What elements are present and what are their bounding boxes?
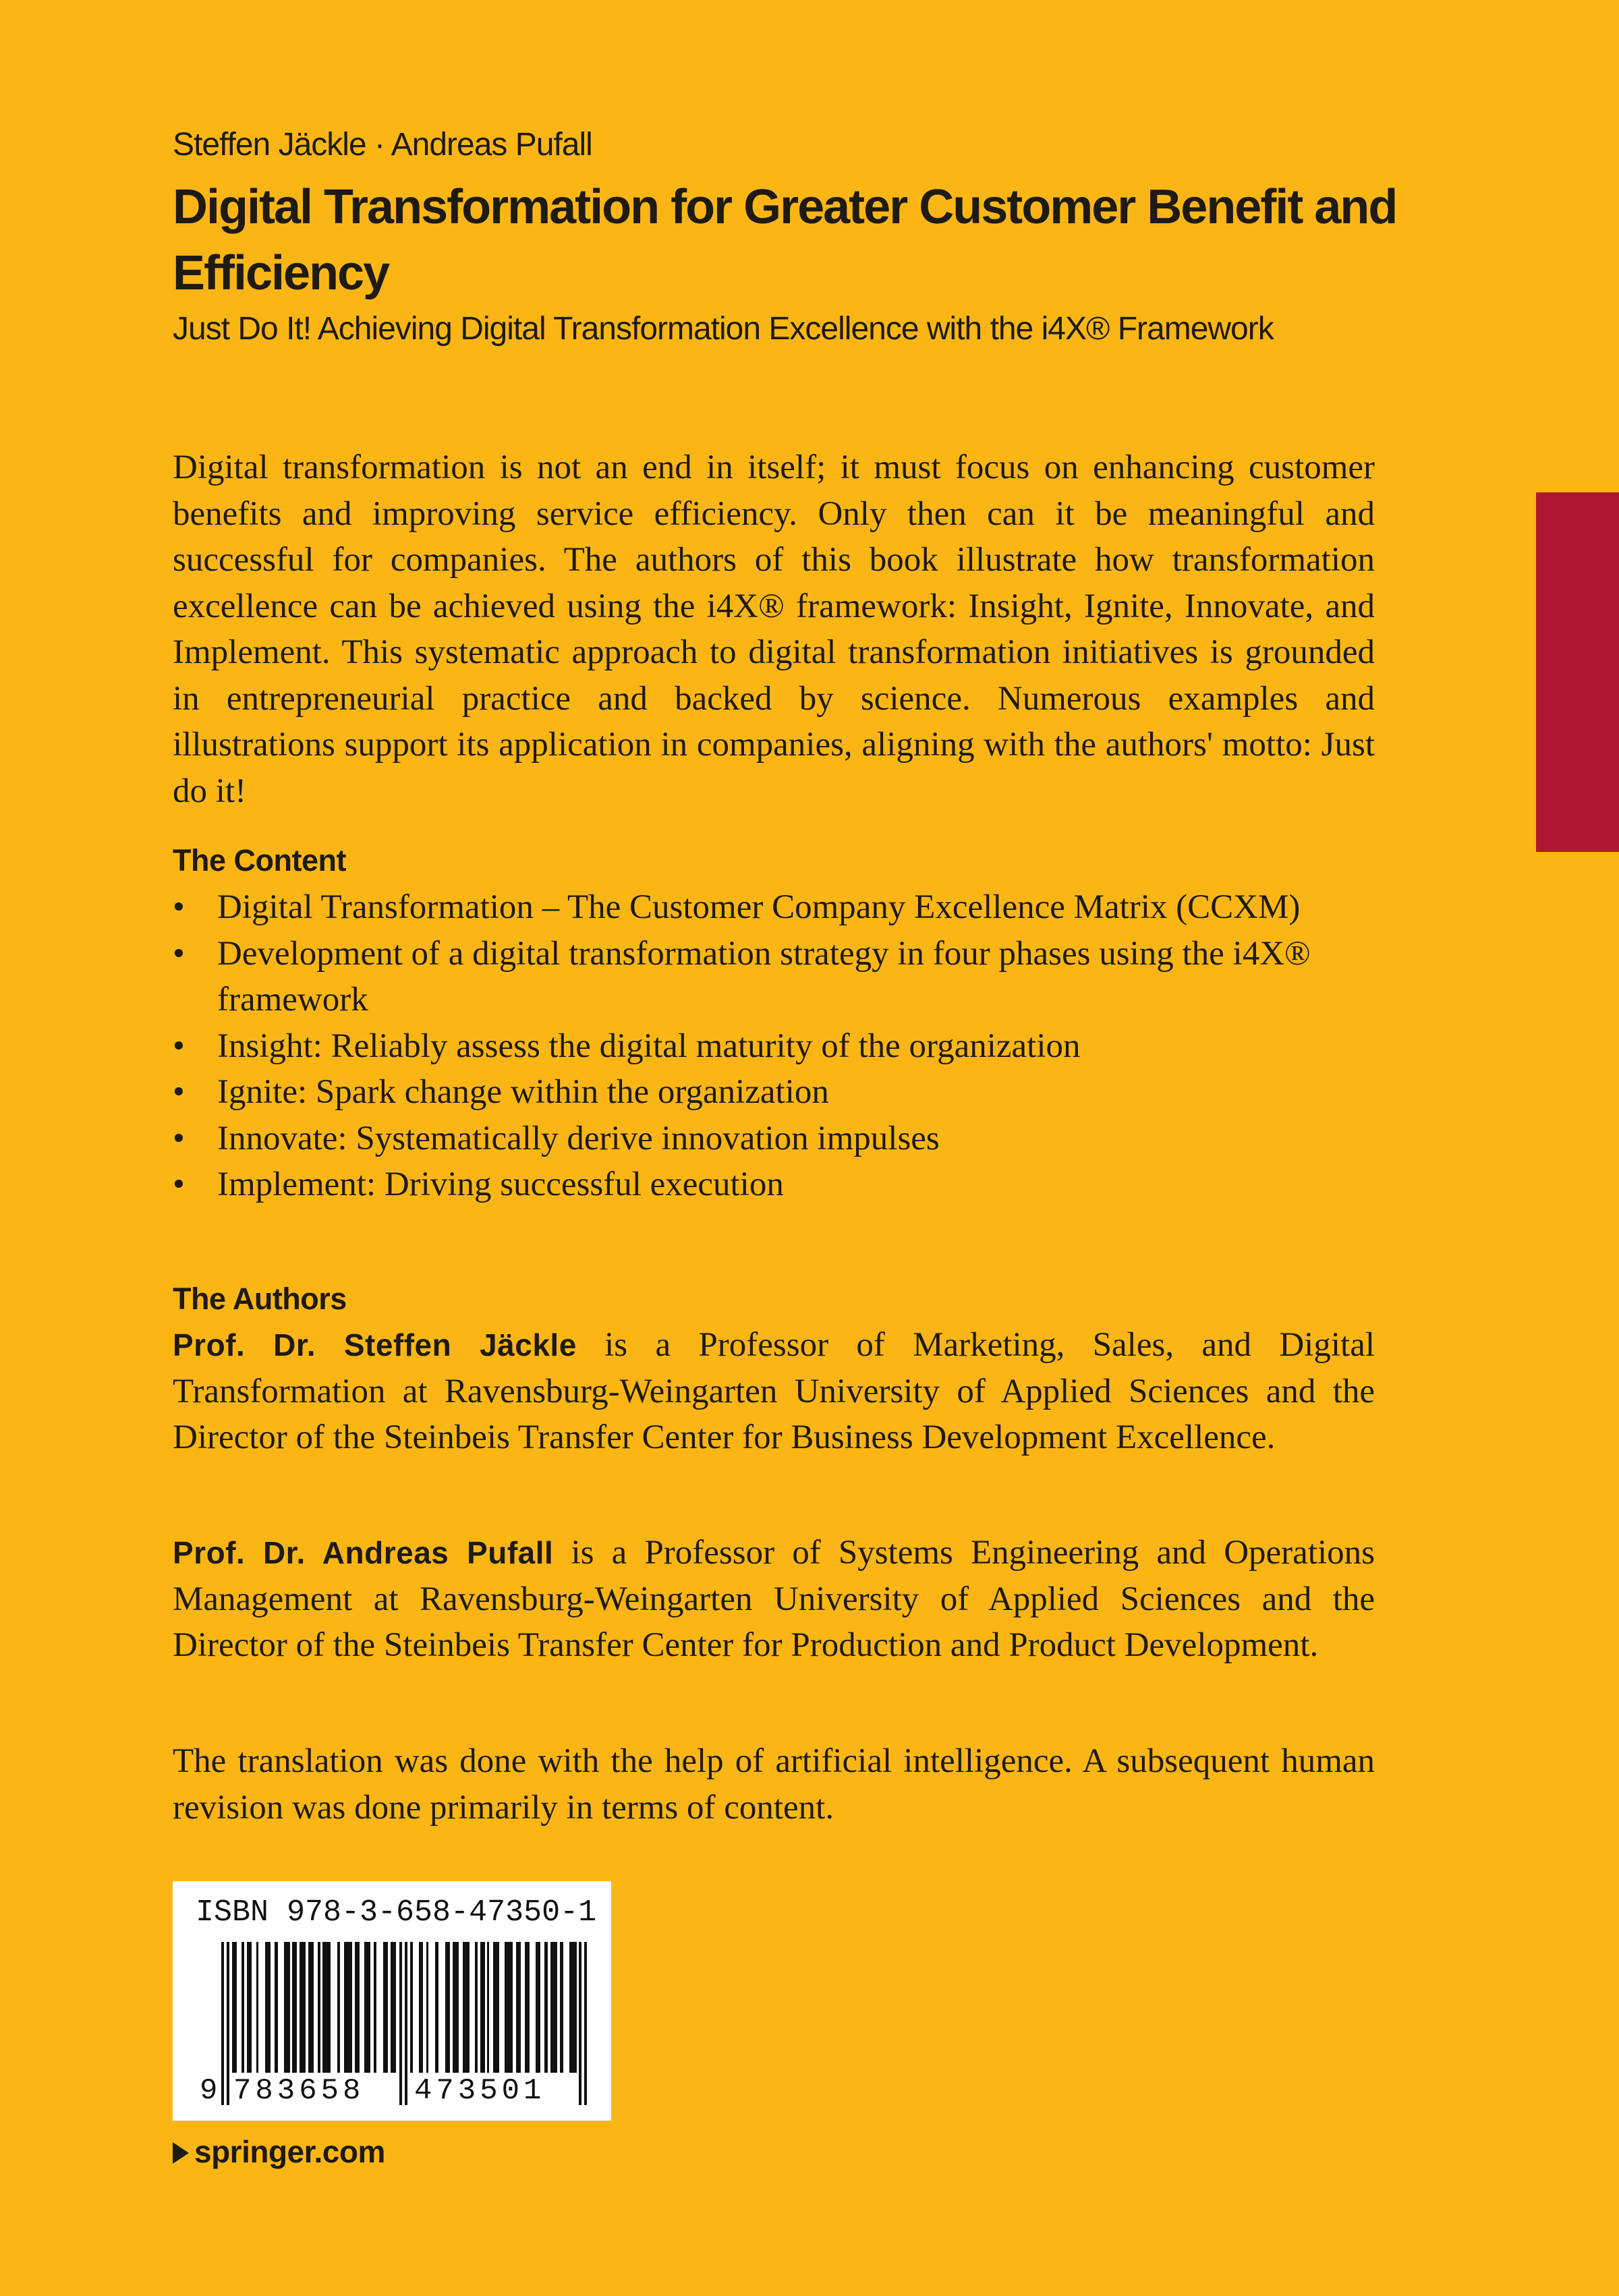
barcode-bar [426,1942,428,2073]
barcode-bar [265,1942,271,2073]
barcode-bar [337,1942,340,2073]
isbn-label: ISBN 978-3-658-47350-1 [196,1895,597,1930]
barcode-bar [399,1942,402,2105]
barcode-bar [344,1942,352,2073]
publisher-link-text[interactable]: springer.com [194,2134,385,2169]
barcode-bar [569,1942,577,2073]
barcode-digits-left: 783658 [233,2074,365,2105]
barcode-bar [308,1942,314,2073]
author-name-jaeckle: Prof. Dr. Steffen Jäckle [173,1327,577,1362]
barcode-digit-lead: 9 [200,2074,218,2105]
barcode-bar [544,1942,548,2073]
content-list [173,884,1319,1208]
publisher-link[interactable] [173,2133,385,2171]
barcode-bar [364,1942,370,2073]
barcode-bar [322,1942,331,2073]
barcode [196,1942,594,2105]
content-heading: The Content [173,843,346,878]
authors-heading: The Authors [173,1282,347,1316]
barcode-bar [419,1942,423,2073]
barcode-bar [284,1942,290,2073]
barcode-bar [242,1942,244,2073]
barcode-bar [560,1942,563,2073]
barcode-bar [525,1942,530,2073]
barcode-bar [355,1942,360,2073]
barcode-bar [227,1942,229,2105]
barcode-bar [391,1942,396,2073]
barcode-bar [480,1942,485,2073]
barcode-bar [579,1942,581,2105]
barcode-bar [410,1942,413,2073]
author-name-pufall: Prof. Dr. Andreas Pufall [173,1535,554,1570]
author-bio-pufall [173,1530,1375,1669]
book-subtitle: Just Do It! Achieving Digital Transformation Excellence with the i4X® Framework [173,311,1274,347]
author-bio-jaeckle [173,1322,1375,1461]
book-title: Digital Transformation for Greater Customer Benefit and Efficiency [173,180,1397,300]
barcode-bar [232,1942,237,2073]
content-item: • Insight: Reliably assess the digital maturity of the organization [173,1023,1319,1070]
barcode-bar [318,1942,320,2073]
barcode-bar [487,1942,489,2073]
barcode-bar [463,1942,470,2073]
barcode-bar [536,1942,540,2073]
barcode-bar [292,1942,297,2073]
book-description: Digital transformation is not an end in itself; it must focus on enhancing customer benefits and improving service efficiency. Only then can it be meaningful and successful for companies. The authors of this book illustrate how transformation excellence can be achieved using the i4X® framework: Insight, Ignite, Innovate, and Implement. This systematic approach to digital transformation initiatives is grounded in entrepreneurial practice and backed by science. Numerous examples and illustrations support its application in companies, aligning with the authors' motto: Just do it! [173,449,1375,810]
author-bio-text: is a Professor of Systems Engineering and Operations Management at Ravensburg-Weingarten University of Applied Sciences and the Director of the Steinbeis Transfer Center for Production and Product Development. [173,1534,1375,1664]
play-arrow-icon [173,2142,189,2164]
content-item: • Ignite: Spark change within the organization [173,1069,1319,1116]
barcode-bar [256,1942,258,2073]
content-item: • Innovate: Systematically derive innovation impulses [173,1116,1319,1162]
barcode-bar [493,1942,499,2073]
content-item: • Digital Transformation – The Customer Company Excellence Matrix (CCXM) [173,884,1319,931]
translation-note: The translation was done with the help of artificial intelligence. A subsequent human revision was done primarily in terms of content. [173,1742,1375,1827]
barcode-bar [475,1942,478,2073]
barcode-bar [383,1942,388,2073]
barcode-bar [275,1942,278,2073]
barcode-block [173,1881,611,2121]
barcode-bar [453,1942,459,2073]
author-bio-text: is a Professor of Marketing, Sales, and Digital Transformation at Ravensburg-Weingarten University of Applied Sciences and the Director of the Steinbeis Transfer Center for Business Development Excellence. [173,1326,1375,1456]
author-names: Steffen Jäckle · Andreas Pufall [173,127,592,163]
content-item: • Development of a digital transformation strategy in four phases using the i4X® framework [173,931,1319,1023]
barcode-bar [221,1942,224,2105]
barcode-bar [247,1942,252,2073]
barcode-digits-right: 473501 [414,2074,546,2105]
barcode-bar [405,1942,407,2105]
barcode-bar [550,1942,557,2073]
barcode-bar [584,1942,587,2105]
barcode-bar [435,1942,438,2073]
barcode-bar [505,1942,513,2073]
barcode-bar [516,1942,521,2073]
content-item: • Implement: Driving successful execution [173,1161,1319,1208]
barcode-bar [300,1942,306,2073]
barcode-bar [445,1942,450,2073]
barcode-bar [374,1942,376,2073]
accent-tab [1536,492,1619,852]
